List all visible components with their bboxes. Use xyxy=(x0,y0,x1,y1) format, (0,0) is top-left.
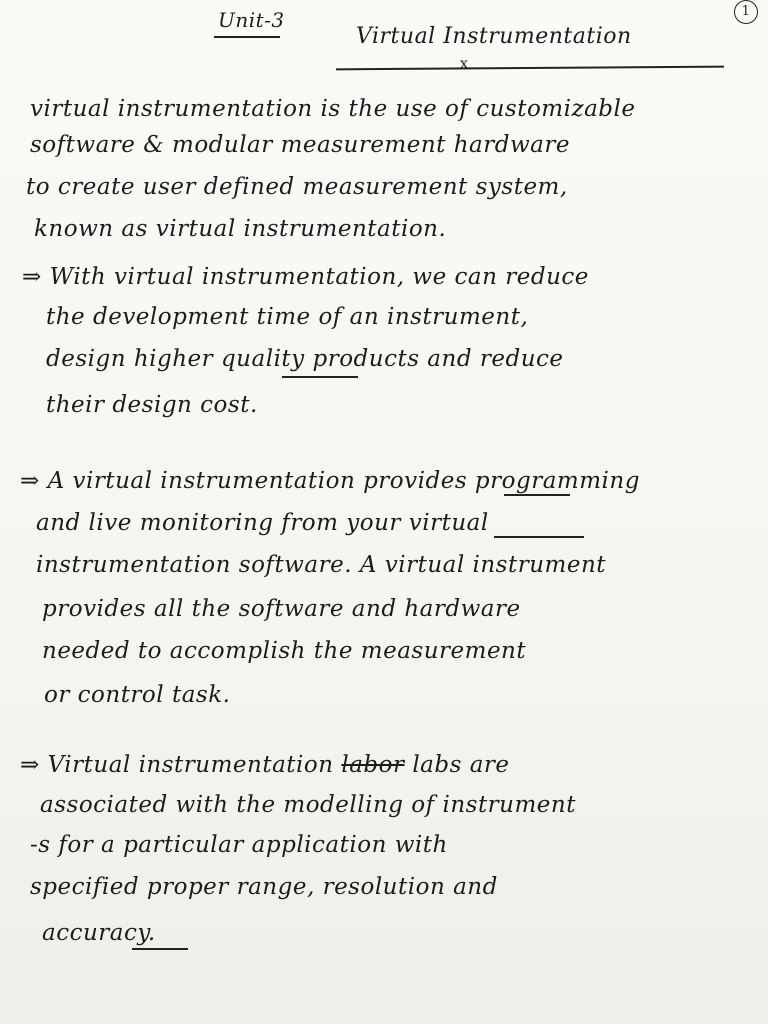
paragraph-4-line-1-start: ⇒ Virtual instrumentation xyxy=(20,752,334,778)
paragraph-2-line-4: their design cost. xyxy=(46,392,258,418)
paragraph-3-line-4: provides all the software and hardware xyxy=(42,596,521,622)
paragraph-1-line-1: virtual instrumentation is the use of customizable xyxy=(30,96,636,122)
paragraph-3-line-2: and live monitoring from your virtual xyxy=(36,510,489,536)
paragraph-4-line-1-end: labs are xyxy=(412,752,510,778)
paragraph-2-line-2: the development time of an instrument, xyxy=(46,304,529,330)
paragraph-2-line-3: design higher quality products and reduce xyxy=(46,346,564,372)
paragraph-4-line-2: associated with the modelling of instrument xyxy=(40,792,576,818)
paragraph-4-line-4: specified proper range, resolution and xyxy=(30,874,498,900)
paragraph-3-line-6: or control task. xyxy=(44,682,231,708)
paragraph-3-line-1: ⇒ A virtual instrumentation provides programming xyxy=(20,468,640,494)
paragraph-1-line-3: to create user defined measurement system, xyxy=(26,174,568,200)
paragraph-2-line-1: ⇒ With virtual instrumentation, we can reduce xyxy=(22,264,589,290)
paragraph-1-line-4: known as virtual instrumentation. xyxy=(34,216,447,242)
paragraph-3-line-3: instrumentation software. A virtual instrument xyxy=(36,552,607,578)
title-cross-mark: x xyxy=(460,56,469,72)
provides-underline xyxy=(504,494,570,496)
your-underline xyxy=(494,536,584,538)
accuracy-underline xyxy=(132,948,188,950)
page-number-badge: 1 xyxy=(734,0,758,24)
paragraph-1-line-2: software & modular measurement hardware xyxy=(30,132,570,158)
title-underline xyxy=(336,66,724,71)
unit-label: Unit-3 xyxy=(218,8,285,32)
paragraph-4-line-3: -s for a particular application with xyxy=(30,832,448,858)
struck-out-word: labor xyxy=(341,752,405,778)
paragraph-4-line-5: accuracy. xyxy=(42,920,156,946)
page-title: Virtual Instrumentation xyxy=(356,24,632,49)
unit-underline xyxy=(214,36,280,38)
quality-underline xyxy=(282,376,358,378)
paragraph-3-line-5: needed to accomplish the measurement xyxy=(42,638,527,664)
paragraph-4-line-1 xyxy=(20,750,510,780)
